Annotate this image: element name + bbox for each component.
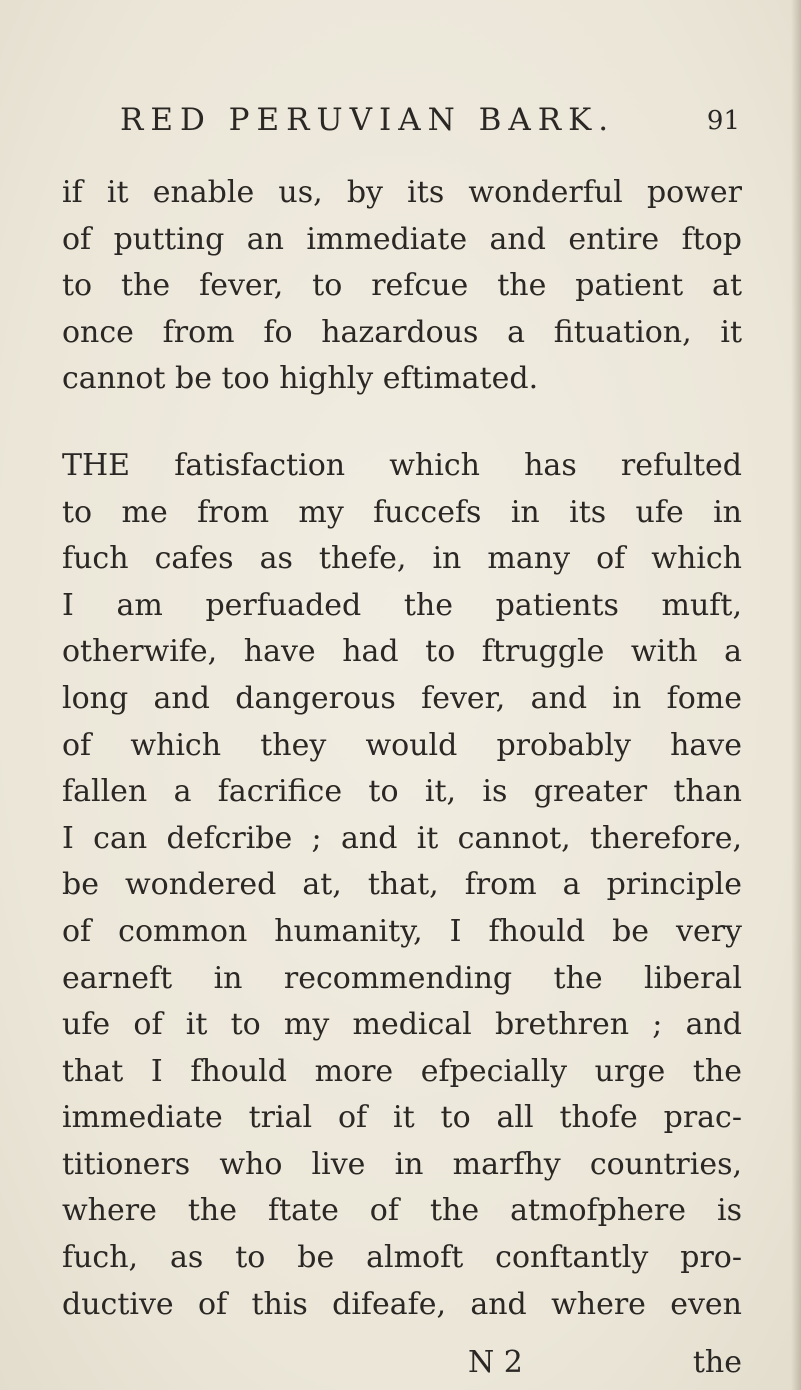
- page-edge-shadow: [791, 0, 801, 1390]
- running-head: [120, 102, 740, 142]
- text-line: immediate trial of it to all thofe prac-: [62, 1100, 742, 1136]
- paragraph-gap: [62, 403, 742, 443]
- text-line: of common humanity, I fhould be very: [62, 913, 742, 949]
- body-text: [62, 170, 742, 1328]
- text-line: that I fhould more efpecially urge the: [62, 1053, 742, 1089]
- text-line: titioners who live in marfhy countries,: [62, 1146, 742, 1182]
- text-line: otherwife, have had to ftruggle with a: [62, 634, 742, 670]
- text-line: once from fo hazardous a fituation, it: [62, 314, 742, 350]
- text-line: fuch cafes as thefe, in many of which: [62, 541, 742, 577]
- text-line: to the fever, to refcue the patient at: [62, 268, 742, 304]
- text-line: be wondered at, that, from a principle: [62, 867, 742, 903]
- text-line: cannot be too highly eftimated.: [62, 361, 539, 397]
- text-line: I can defcribe ; and it cannot, therefore,: [62, 820, 742, 856]
- text-line: of which they would probably have: [62, 727, 742, 763]
- text-line: I am perfuaded the patients muft,: [62, 587, 742, 623]
- catch-line: [62, 1345, 742, 1385]
- text-line: long and dangerous fever, and in fome: [62, 680, 742, 716]
- text-line: fuch, as to be almoft conftantly pro-: [62, 1240, 742, 1276]
- text-line: ufe of it to my medical brethren ; and: [62, 1007, 742, 1043]
- paragraph: [62, 443, 742, 1328]
- paragraph: [62, 170, 742, 403]
- text-line: to me from my fuccefs in its ufe in: [62, 494, 742, 530]
- text-line: fallen a facrifice to it, is greater than: [62, 774, 742, 810]
- text-line: THE fatisfaction which has refulted: [62, 447, 742, 483]
- text-line: if it enable us, by its wonderful power: [62, 175, 742, 210]
- text-line: where the ftate of the atmofphere is: [62, 1193, 742, 1229]
- running-head-title: RED PERUVIAN BARK.: [120, 102, 616, 138]
- text-line: of putting an immediate and entire ftop: [62, 221, 742, 257]
- text-line: ductive of this difeafe, and where even: [62, 1286, 742, 1322]
- page-number: 91: [706, 106, 740, 136]
- text-line: earneft in recommending the liberal: [62, 960, 742, 996]
- signature-mark: N 2: [468, 1345, 523, 1380]
- catchword: the: [692, 1345, 742, 1380]
